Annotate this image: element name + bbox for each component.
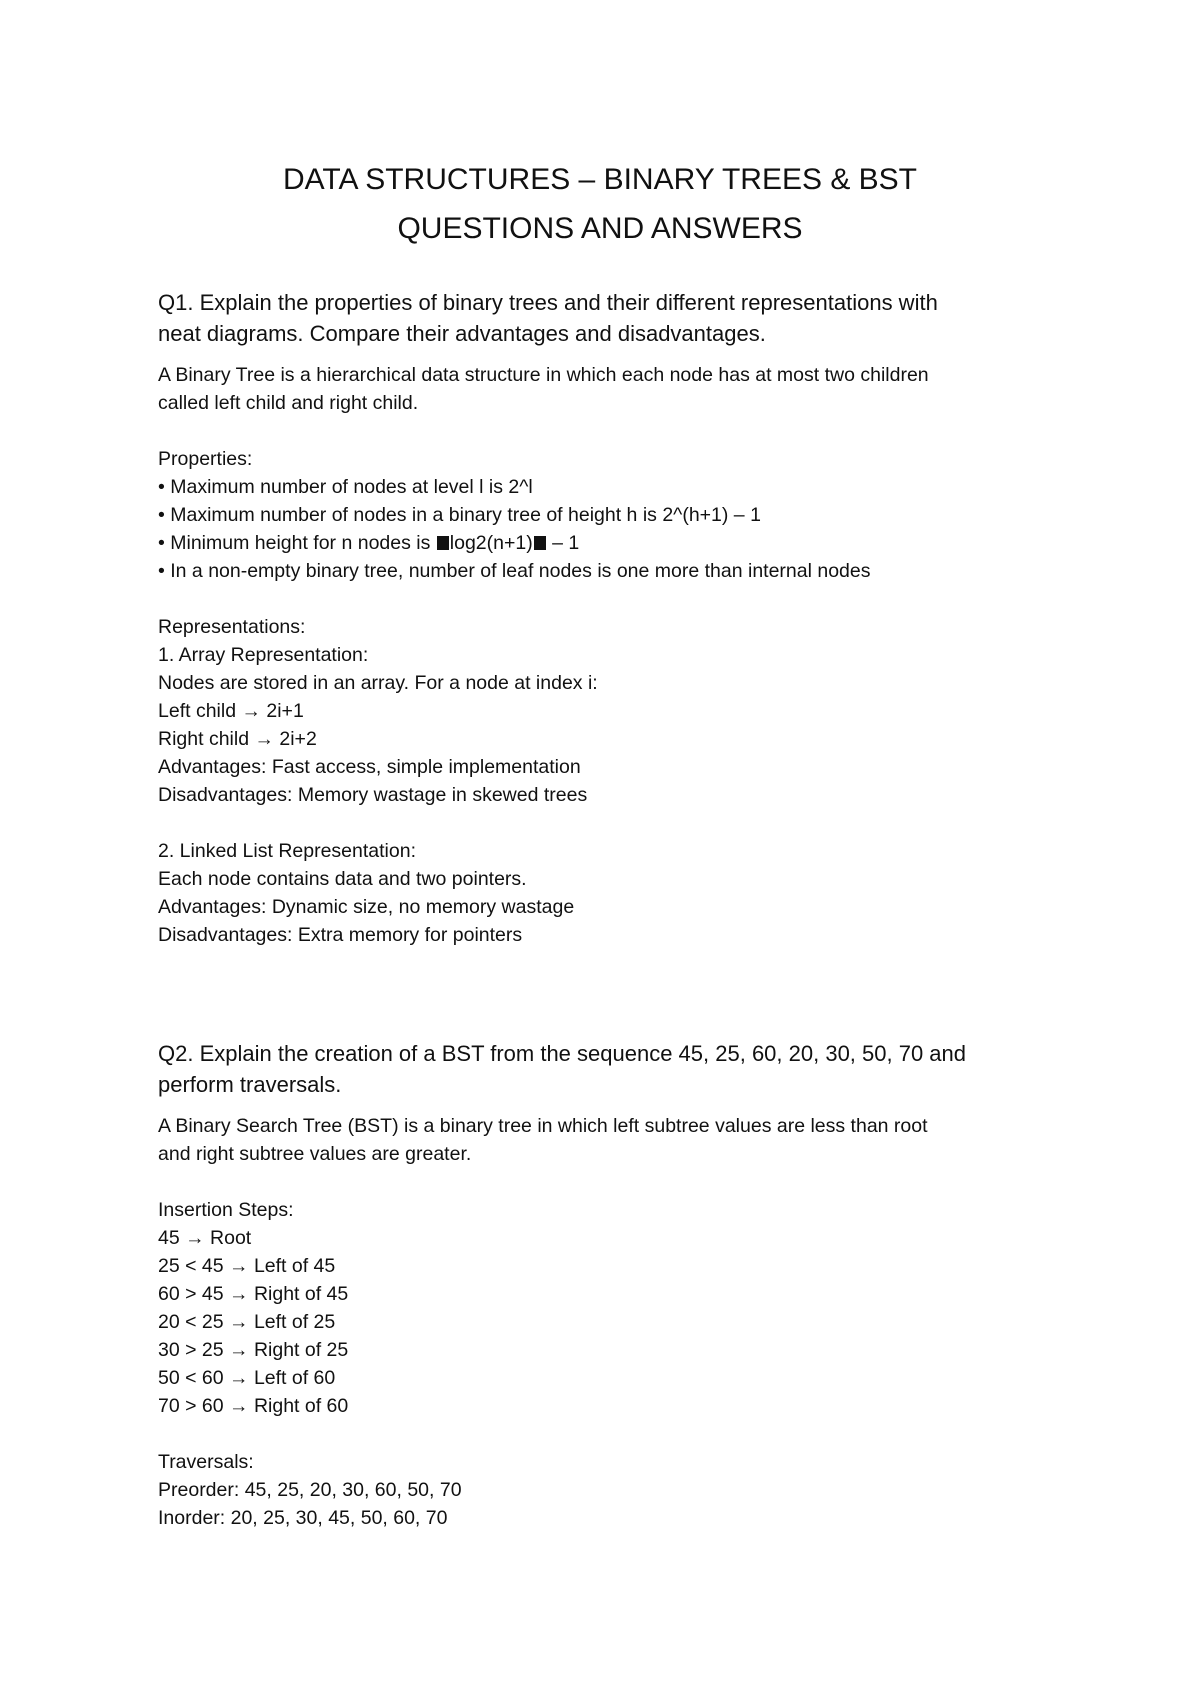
q2-intro-line-2: and right subtree values are greater.: [158, 1143, 472, 1165]
question-2-answer: [158, 1112, 1058, 1532]
question-1-line-2: neat diagrams. Compare their advantages and disadvantages.: [158, 321, 766, 346]
question-1-heading: [158, 287, 1058, 349]
insertion-step: 60 > 45 → Right of 45: [158, 1283, 349, 1305]
q1-intro-line-2: called left child and right child.: [158, 392, 419, 414]
linked-advantages: Advantages: Dynamic size, no memory wastage: [158, 896, 575, 918]
representations-heading: Representations:: [158, 616, 306, 638]
array-representation-heading: 1. Array Representation:: [158, 644, 369, 666]
question-1-answer: [158, 361, 1058, 949]
question-2-line-1: Q2. Explain the creation of a BST from the sequence 45, 25, 60, 20, 30, 50, 70 and: [158, 1041, 967, 1066]
linked-description: Each node contains data and two pointers.: [158, 868, 527, 890]
linked-representation-heading: 2. Linked List Representation:: [158, 840, 416, 862]
q1-intro-line-1: A Binary Tree is a hierarchical data structure in which each node has at most two children: [158, 364, 929, 386]
property-3-formula: log2(n+1): [449, 532, 533, 554]
question-1-line-1: Q1. Explain the properties of binary trees and their different representations with: [158, 290, 938, 315]
insertion-step: 70 > 60 → Right of 60: [158, 1395, 349, 1417]
property-3-prefix: • Minimum height for n nodes is: [158, 532, 436, 554]
traversals-heading: Traversals:: [158, 1451, 254, 1473]
insertion-step: 25 < 45 → Left of 45: [158, 1255, 336, 1277]
unknown-glyph-box: [437, 536, 449, 550]
property-3-suffix: – 1: [546, 532, 580, 554]
question-2-heading: [158, 1038, 1058, 1100]
document-title: [0, 155, 1200, 253]
title-line-1: DATA STRUCTURES – BINARY TREES & BST: [282, 163, 918, 196]
question-2-section: [158, 1038, 1058, 1532]
insertion-steps-heading: Insertion Steps:: [158, 1199, 294, 1221]
property-item: [158, 529, 1058, 557]
array-right-child: Right child → 2i+2: [158, 728, 317, 750]
property-item: • In a non-empty binary tree, number of leaf nodes is one more than internal nodes: [158, 560, 871, 582]
array-description: Nodes are stored in an array. For a node at index i:: [158, 672, 598, 694]
properties-heading: Properties:: [158, 448, 253, 470]
array-advantages: Advantages: Fast access, simple implementation: [158, 756, 581, 778]
property-item: • Maximum number of nodes at level l is 2^l: [158, 476, 533, 498]
insertion-step: 50 < 60 → Left of 60: [158, 1367, 336, 1389]
insertion-step: 45 → Root: [158, 1227, 252, 1249]
array-disadvantages: Disadvantages: Memory wastage in skewed trees: [158, 784, 588, 806]
preorder-traversal: Preorder: 45, 25, 20, 30, 60, 50, 70: [158, 1479, 462, 1501]
title-line-2: QUESTIONS AND ANSWERS: [397, 212, 803, 245]
question-1-section: [158, 287, 1058, 949]
property-item: • Maximum number of nodes in a binary tree of height h is 2^(h+1) – 1: [158, 504, 761, 526]
unknown-glyph-box: [534, 536, 546, 550]
q2-intro-line-1: A Binary Search Tree (BST) is a binary tree in which left subtree values are less than root: [158, 1115, 928, 1137]
inorder-traversal: Inorder: 20, 25, 30, 45, 50, 60, 70: [158, 1507, 448, 1529]
insertion-step: 30 > 25 → Right of 25: [158, 1339, 349, 1361]
question-2-line-2: perform traversals.: [158, 1072, 342, 1097]
array-left-child: Left child → 2i+1: [158, 700, 304, 722]
insertion-step: 20 < 25 → Left of 25: [158, 1311, 336, 1333]
linked-disadvantages: Disadvantages: Extra memory for pointers: [158, 924, 523, 946]
